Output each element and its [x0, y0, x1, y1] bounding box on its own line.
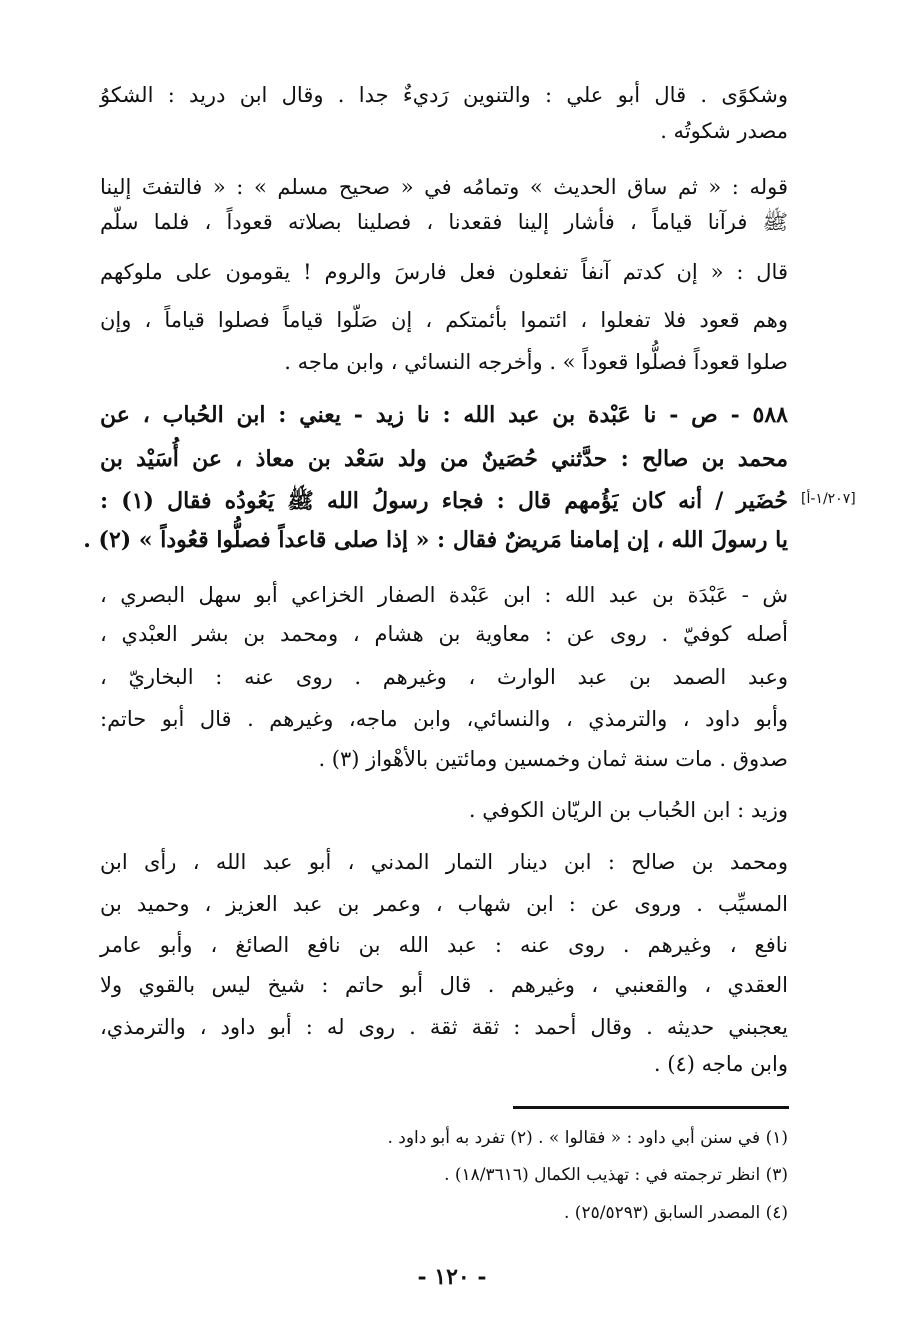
hadith-line: حُضَير / أنه كان يَؤُمهم قال : فجاء رسولُ الله ﷺ يَعُودُه فقال (١) : [100, 488, 788, 514]
text-line: ﷺ فرآنا قياماً ، فأشار إلينا فقعدنا ، فصلينا بصلاته قعوداً ، فلما سلّم [100, 210, 788, 234]
text-line: قوله : « ثم ساق الحديث » وتمامُه في « صحيح مسلم » : « فالتفتَ إلينا [100, 175, 788, 199]
text-line: العقدي ، والقعنبي ، وغيرهم . قال أبو حاتم : شيخ ليس بالقوي ولا [100, 973, 788, 997]
text-line: مصدر شكوتُه . [660, 119, 788, 143]
text-line: صدوق . مات سنة ثمان وخمسين ومائتين بالأهْواز (٣) . [318, 747, 788, 771]
text-line: أصله كوفيّ . روى عن : معاوية بن هشام ، ومحمد بن بشر العبْدي ، [100, 622, 788, 646]
text-line: المسيِّب . وروى عن : ابن شهاب ، وعمر بن عبد العزيز ، وحميد بن [100, 892, 788, 916]
text-line: وابن ماجه (٤) . [653, 1052, 788, 1076]
hadith-line: يا رسولَ الله ، إن إمامنا مَريضٌ فقال : « إذا صلى قاعداً فصلُّوا قعُوداً » (٢) . [83, 527, 788, 553]
text-line: وعبد الصمد بن عبد الوارث ، وغيرهم . روى عنه : البخاريّ ، [100, 665, 788, 689]
footnote-divider [513, 1106, 789, 1109]
text-line: نافع ، وغيرهم . روى عنه : عبد الله بن نافع الصائغ ، وأبو عامر [100, 933, 788, 957]
page-number: - ١٢٠ - [417, 1264, 487, 1290]
footnote: (١) في سنن أبي داود : « فقالوا » . (٢) تفرد به أبو داود . [387, 1128, 788, 1148]
text-line: وزيد : ابن الحُباب بن الريّان الكوفي . [468, 798, 788, 822]
text-line: وشكوًى . قال أبو علي : والتنوين رَديءٌ جدا . وقال ابن دريد : الشكوُ [100, 83, 788, 107]
text-line: وهم قعود فلا تفعلوا ، ائتموا بأئمتكم ، إن صَلّوا قياماً فصلوا قياماً ، وإن [100, 308, 788, 332]
footnote: (٤) المصدر السابق (٢٥/٥٢٩٣) . [564, 1203, 788, 1223]
hadith-line: ٥٨٨ - ص - نا عَبْدة بن عبد الله : نا زيد - يعني : ابن الحُباب ، عن [100, 402, 788, 428]
text-line: قال : « إن كدتم آنفاً تفعلون فعل فارسَ والروم ! يقومون على ملوكهم [100, 260, 788, 284]
footnote: (٣) انظر ترجمته في : تهذيب الكمال (١٨/٣٦١٦) . [444, 1165, 788, 1185]
text-line: ش - عَبْدَة بن عبد الله : ابن عَبْدة الصفار الخزاعي أبو سهل البصري ، [100, 583, 788, 607]
margin-reference: [١/٢٠٧-أ] [801, 491, 856, 507]
text-line: ومحمد بن صالح : ابن دينار التمار المدني ، أبو عبد الله ، رأى ابن [100, 850, 788, 874]
text-line: وأبو داود ، والترمذي ، والنسائي، وابن ماجه، وغيرهم . قال أبو حاتم: [100, 707, 788, 731]
text-line: يعجبني حديثه . وقال أحمد : ثقة ثقة . روى له : أبو داود ، والترمذي، [100, 1015, 788, 1039]
text-line: صلوا قعوداً فصلُّوا قعوداً » . وأخرجه النسائي ، وابن ماجه . [284, 350, 788, 374]
hadith-line: محمد بن صالح : حدَّثني حُصَينٌ من ولد سَعْد بن معاذ ، عن أُسَيْد بن [100, 446, 788, 472]
